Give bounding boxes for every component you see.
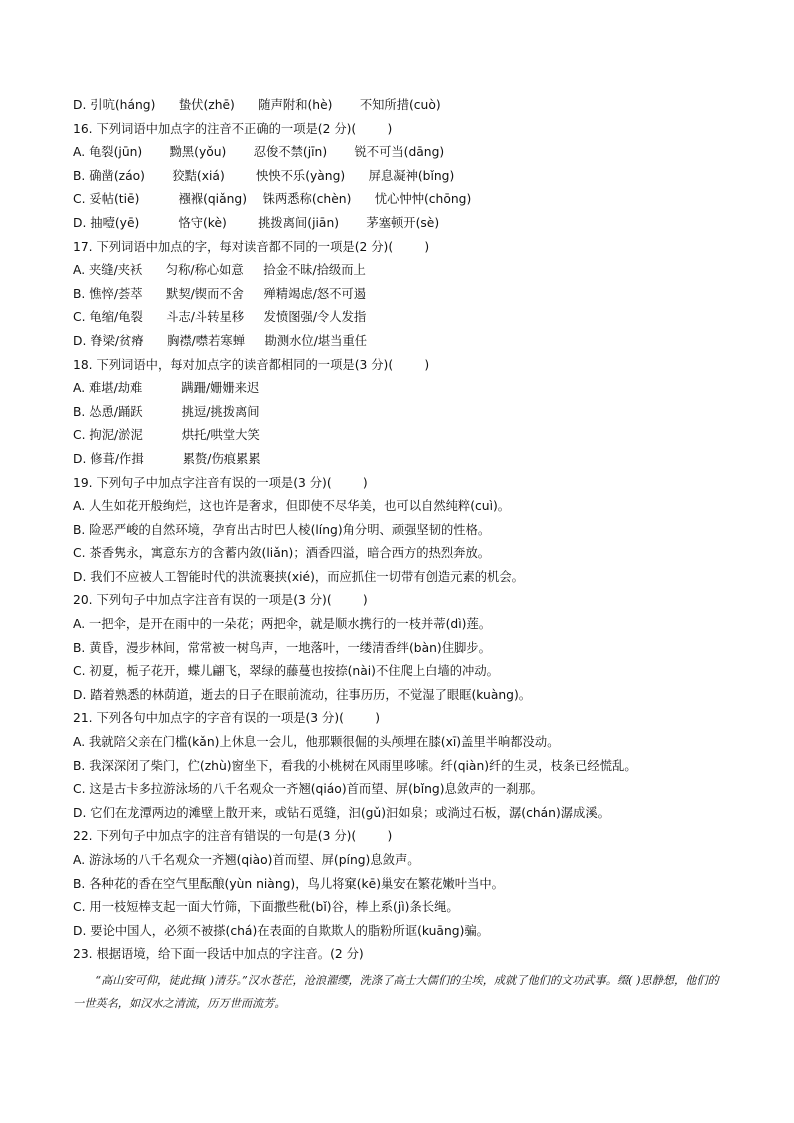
answer-option: A. 难堪/劫难 蹒跚/姗姗来迟 <box>73 381 260 396</box>
question-stem: 19. 下列句子中加点字注音有误的一项是(3 分)( ) <box>73 475 368 490</box>
answer-option: C. 用一枝短棒支起一面大竹筛，下面撒些秕(bǐ)谷，棒上系(jì)条长绳。 <box>73 900 459 915</box>
answer-option: D. 我们不应被人工智能时代的洪流裹挟(xié)，而应抓住一切带有创造元素的机会。 <box>73 569 524 584</box>
question-stem: 23. 根据语境，给下面一段话中加点的字注音。(2 分) <box>73 947 364 962</box>
answer-option: B. 憔悴/荟萃 默契/锲而不舍 殚精竭虑/怒不可遏 <box>73 286 367 301</box>
question-stem: 21. 下列各句中加点字的字音有误的一项是(3 分)( ) <box>73 711 381 726</box>
question-stem: 16. 下列词语中加点字的注音不正确的一项是(2 分)( ) <box>73 121 393 136</box>
answer-option: B. 各种花的香在空气里酝酿(yùn niàng)，鸟儿将窠(kē)巢安在繁花嫩叶当中。 <box>73 876 504 891</box>
exam-document <box>73 94 733 1015</box>
answer-option: C. 龟缩/龟裂 斗志/斗转星移 发愤图强/令人发指 <box>73 310 367 325</box>
question-stem: 20. 下列句子中加点字注音有误的一项是(3 分)( ) <box>73 593 368 608</box>
answer-option: B. 黄昏，漫步林间，常常被一树鸟声，一地落叶，一缕清香绊(bàn)住脚步。 <box>73 640 491 655</box>
answer-option: B. 怂恿/踊跃 挑逗/挑拨离间 <box>73 404 260 419</box>
answer-option: D. 它们在龙潭两边的滩壁上散开来，或钻石觅缝，汩(gǔ)汩如泉；或淌过石板，潺(chán)潺成溪。 <box>73 805 610 820</box>
answer-option: D. 要论中国人，必须不被搽(chá)在表面的自欺欺人的脂粉所诓(kuāng)骗。 <box>73 923 489 938</box>
answer-option: B. 确凿(záo) 狡黠(xiá) 怏怏不乐(yàng) 屏息凝神(bǐng) <box>73 168 455 183</box>
question-stem: 17. 下列词语中加点的字，每对读音都不同的一项是(2 分)( ) <box>73 239 430 254</box>
answer-option: A. 我就陪父亲在门槛(kǎn)上休息一会儿，他那颗很倔的头颅埋在膝(xī)盖里半晌都没动。 <box>73 735 560 750</box>
answer-option: A. 夹缝/夹袄 匀称/称心如意 拾金不昧/拾级而上 <box>73 263 366 278</box>
answer-option: A. 一把伞，是开在雨中的一朵花；两把伞，就是顺水携行的一枝并蒂(dì)莲。 <box>73 617 492 632</box>
answer-option: B. 我深深闭了柴门，伫(zhù)窗坐下，看我的小桃树在风雨里哆嗦。纤(qiàn)纤的生灵，枝条已经慌乱。 <box>73 758 637 773</box>
answer-option: C. 茶香隽永，寓意东方的含蓄内敛(liǎn)；酒香四溢，暗合西方的热烈奔放。 <box>73 546 491 561</box>
answer-option: C. 这是古卡多拉游泳场的八千名观众一齐翘(qiáo)首而望、屏(bǐng)息敛声的一刹那。 <box>73 782 543 797</box>
answer-option: C. 妥帖(tiē) 襁褓(qiǎng) 铢两悉称(chèn) 忧心忡忡(chōng) <box>73 192 472 207</box>
answer-option: A. 人生如花开般绚烂，这也许是奢求，但即使不尽华美，也可以自然纯粹(cuì)。 <box>73 499 511 514</box>
answer-option: C. 初夏，栀子花开，蝶儿翩飞，翠绿的藤蔓也按捺(nài)不住爬上白墙的冲动。 <box>73 664 499 679</box>
question-stem: 22. 下列句子中加点字的注音有错误的一句是(3 分)( ) <box>73 829 393 844</box>
quoted-passage: “高山安可仰，徒此揖( )清芬。”汉水苍茫，沧浪濯缨，洗涤了高士大儒们的尘埃，成就了他们的文功武事。缀( )思静想，他们的一世英名，如汉水之清流，历万世而流芳。 <box>73 973 719 1010</box>
answer-option: A. 游泳场的八千名观众一齐翘(qiào)首而望、屏(píng)息敛声。 <box>73 853 420 867</box>
answer-option: A. 龟裂(jūn) 黝黑(yǒu) 忍俊不禁(jīn) 锐不可当(dāng) <box>73 145 445 160</box>
answer-option: D. 脊梁/贫瘠 胸襟/噤若寒蝉 勘测水位/堪当重任 <box>73 333 368 348</box>
answer-option: D. 引吭(háng) 蛰伏(zhē) 随声附和(hè) 不知所措(cuò) <box>73 98 441 112</box>
answer-option: D. 抽噎(yē) 恪守(kè) 挑拨离间(jiān) 茅塞顿开(sè) <box>73 215 440 230</box>
answer-option: B. 险恶严峻的自然环境，孕育出古时巴人棱(líng)角分明、顽强坚韧的性格。 <box>73 522 491 537</box>
answer-option: C. 拘泥/淤泥 烘托/哄堂大笑 <box>73 428 260 443</box>
answer-option: D. 修葺/作揖 累赘/伤痕累累 <box>73 451 261 466</box>
answer-option: D. 踏着熟悉的林荫道，逝去的日子在眼前流动，往事历历，不觉湿了眼眶(kuàng)。 <box>73 687 532 702</box>
question-stem: 18. 下列词语中，每对加点字的读音都相同的一项是(3 分)( ) <box>73 357 430 372</box>
